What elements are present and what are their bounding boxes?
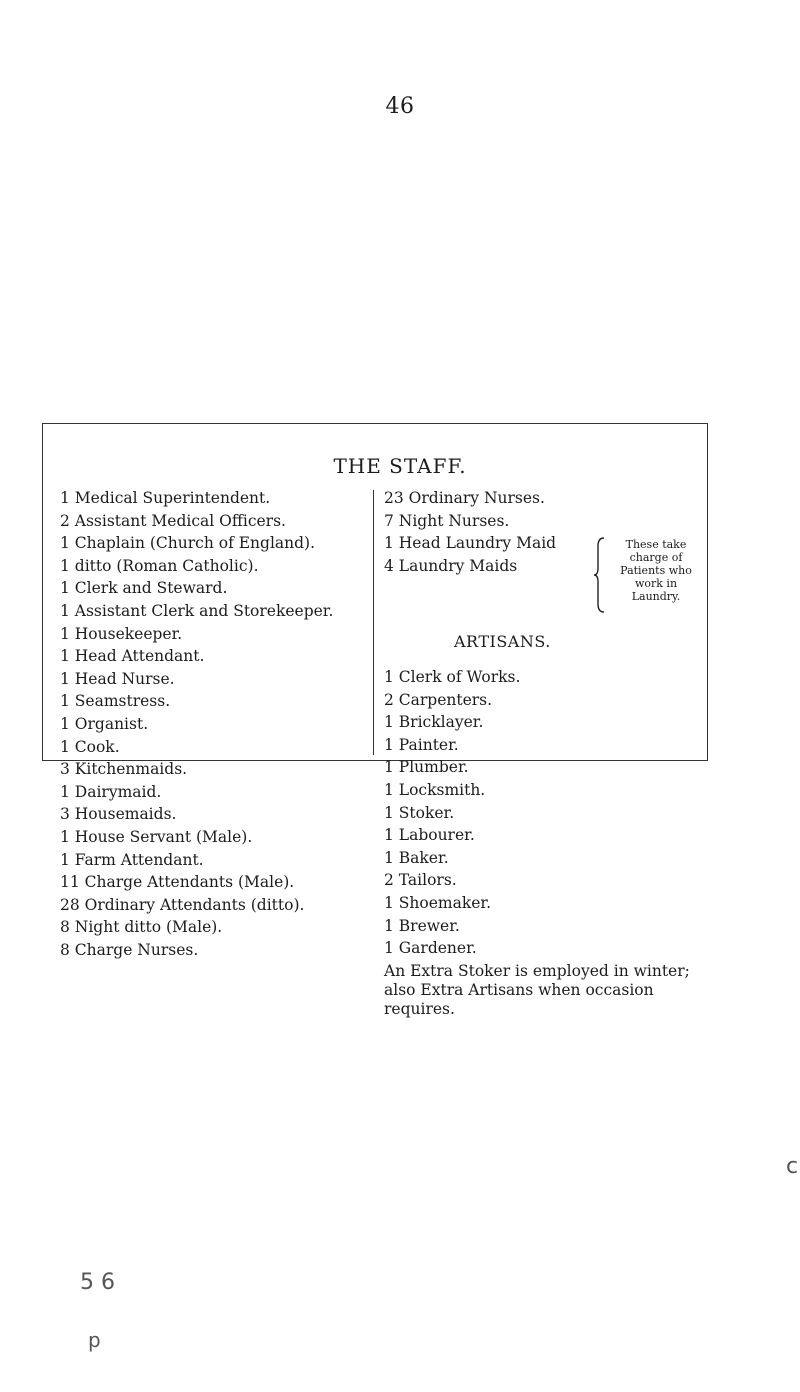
artisan-line: 2 Carpenters. <box>384 690 493 709</box>
artisan-line: 1 Baker. <box>384 848 449 867</box>
staff-line: 1 Head Laundry Maid <box>384 534 557 553</box>
staff-line: 4 Laundry Maids <box>384 556 518 575</box>
artisan-line: 1 Plumber. <box>384 758 469 777</box>
staff-line: 8 Night ditto (Male). <box>60 918 223 937</box>
artisan-line: 2 Tailors. <box>384 871 457 890</box>
artisan-line: 1 Clerk of Works. <box>384 668 521 686</box>
laundry-note: These take charge of Patients who work in Laundry. <box>620 538 692 603</box>
margin-mark-left: 5 6 <box>80 1270 115 1295</box>
staff-line: 1 Head Nurse. <box>60 669 175 688</box>
staff-line: 11 Charge Attendants (Male). <box>60 873 295 892</box>
artisans-list <box>384 666 704 960</box>
artisan-line: 1 Stoker. <box>384 803 455 822</box>
artisan-line: 1 Brewer. <box>384 916 460 935</box>
staff-line: 1 Assistant Clerk and Storekeeper. <box>60 601 334 620</box>
artisan-line: 1 Gardener. <box>384 939 477 958</box>
curly-brace-icon <box>594 536 606 614</box>
staff-line: 1 Clerk and Steward. <box>60 579 228 598</box>
column-divider <box>373 490 374 755</box>
staff-line: 1 Farm Attendant. <box>60 850 204 869</box>
staff-line: 1 Chaplain (Church of England). <box>60 534 316 553</box>
staff-line: 3 Kitchenmaids. <box>60 760 188 779</box>
staff-line: 1 Medical Superintendent. <box>60 489 271 507</box>
margin-mark-right: c <box>786 1154 799 1179</box>
staff-line: 8 Charge Nurses. <box>60 940 199 959</box>
staff-line: 1 Housekeeper. <box>60 624 183 643</box>
staff-line: 2 Assistant Medical Officers. <box>60 511 286 530</box>
staff-line: 1 Dairymaid. <box>60 782 162 801</box>
left-staff-column <box>60 487 370 961</box>
staff-line: 23 Ordinary Nurses. <box>384 489 545 507</box>
artisan-line: 1 Labourer. <box>384 826 475 845</box>
artisans-heading: ARTISANS. <box>454 632 551 651</box>
staff-line: 3 Housemaids. <box>60 805 177 824</box>
staff-line: 28 Ordinary Attendants (ditto). <box>60 895 305 914</box>
artisan-line: 1 Shoemaker. <box>384 893 492 912</box>
staff-line: 1 House Servant (Male). <box>60 827 253 846</box>
staff-line: 1 Organist. <box>60 714 149 733</box>
artisan-line: 1 Painter. <box>384 735 459 754</box>
page-number: 46 <box>385 94 415 119</box>
staff-line: 1 Seamstress. <box>60 692 171 711</box>
staff-line: 1 ditto (Roman Catholic). <box>60 556 259 575</box>
closing-note: An Extra Stoker is employed in winter; also Extra Artisans when occasion requires. <box>384 962 690 1018</box>
staff-title: THE STAFF. <box>333 454 467 478</box>
artisan-line: 1 Locksmith. <box>384 780 486 799</box>
margin-mark-left-lower: p <box>88 1328 101 1352</box>
staff-line: 1 Head Attendant. <box>60 647 205 666</box>
staff-line: 7 Night Nurses. <box>384 511 510 530</box>
artisan-line: 1 Bricklayer. <box>384 713 484 732</box>
staff-line: 1 Cook. <box>60 737 120 756</box>
